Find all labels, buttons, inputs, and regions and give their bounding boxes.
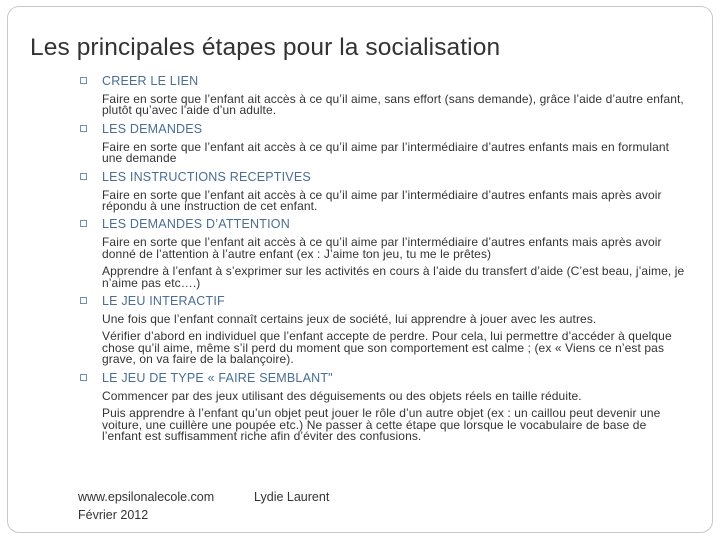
item-paragraph: Apprendre à l’enfant à s’exprimer sur les activités en cours à l’aide du transfert d’aide (C’est beau, j’aime, je n’aime pas etc….) bbox=[102, 264, 685, 290]
square-bullet-icon bbox=[80, 297, 87, 304]
list-item bbox=[82, 371, 687, 443]
square-bullet-icon bbox=[80, 173, 87, 180]
item-paragraph: Faire en sorte que l’enfant ait accès à ce qu’il aime, sans effort (sans demande), grâce l’aide d’autre enfant, plutôt qu’avec l’aide d’un adulte. bbox=[102, 92, 684, 118]
list-item bbox=[82, 217, 687, 289]
footer-date: Février 2012 bbox=[78, 508, 149, 522]
item-heading: LE JEU DE TYPE « FAIRE SEMBLANT" bbox=[102, 370, 333, 385]
item-paragraph: Vérifier d’abord en individuel que l’enfant accepte de perdre. Pour cela, lui permettre d’accéder à quelque chose qu’il aime, même s’il perd du moment que son comportement est calme ; (ex « Viens ce n’est pas grave, on va faire de la balançoire). bbox=[102, 329, 672, 367]
slide-footer bbox=[78, 488, 330, 524]
item-heading: LES INSTRUCTIONS RECEPTIVES bbox=[102, 169, 311, 184]
slide-title: Les principales étapes pour la socialisation bbox=[30, 34, 501, 61]
square-bullet-icon bbox=[80, 220, 87, 227]
item-heading: LES DEMANDES bbox=[102, 121, 203, 136]
item-paragraph: Commencer par des jeux utilisant des déguisements ou des objets réels en taille réduite. bbox=[102, 388, 582, 403]
list-item bbox=[82, 294, 687, 366]
item-paragraph: Faire en sorte que l’enfant ait accès à ce qu’il aime par l’intermédiaire d’autres enfants mais après avoir répondu à une instruction de cet enfant. bbox=[102, 187, 662, 214]
square-bullet-icon bbox=[80, 125, 87, 132]
item-paragraph: Puis apprendre à l’enfant qu’un objet peut jouer le rôle d’un autre objet (ex : un caillou peut devenir une voiture, une cuillère une poupée etc.) Ne passer à cette étape que lorsque le vocabulaire de base de l’enfant est suffisamment riche afin d’éviter des confusions. bbox=[102, 406, 661, 443]
item-paragraph: Faire en sorte que l’enfant ait accès à ce qu’il aime par l’intermédiaire d’autres enfants mais en formulant une demande bbox=[102, 139, 670, 166]
list-item bbox=[82, 74, 687, 117]
footer-website: www.epsilonalecole.com bbox=[78, 490, 215, 504]
slide-content bbox=[82, 74, 687, 447]
list-item bbox=[82, 170, 687, 213]
square-bullet-icon bbox=[80, 77, 87, 84]
square-bullet-icon bbox=[80, 374, 87, 381]
item-heading: CREER LE LIEN bbox=[102, 74, 199, 88]
footer-author: Lydie Laurent bbox=[254, 490, 330, 504]
item-heading: LES DEMANDES D’ATTENTION bbox=[102, 217, 290, 232]
item-paragraph: Faire en sorte que l’enfant ait accès à ce qu’il aime par l’intermédiaire d’autres enfants mais après avoir donné de l’attention à l’autre enfant (ex : J’aime ton jeu, tu me le prêtes) bbox=[102, 235, 662, 261]
list-item bbox=[82, 122, 687, 165]
item-paragraph: Une fois que l’enfant connaît certains jeux de société, lui apprendre à jouer avec les autres. bbox=[102, 312, 597, 327]
item-heading: LE JEU INTERACTIF bbox=[102, 294, 225, 309]
